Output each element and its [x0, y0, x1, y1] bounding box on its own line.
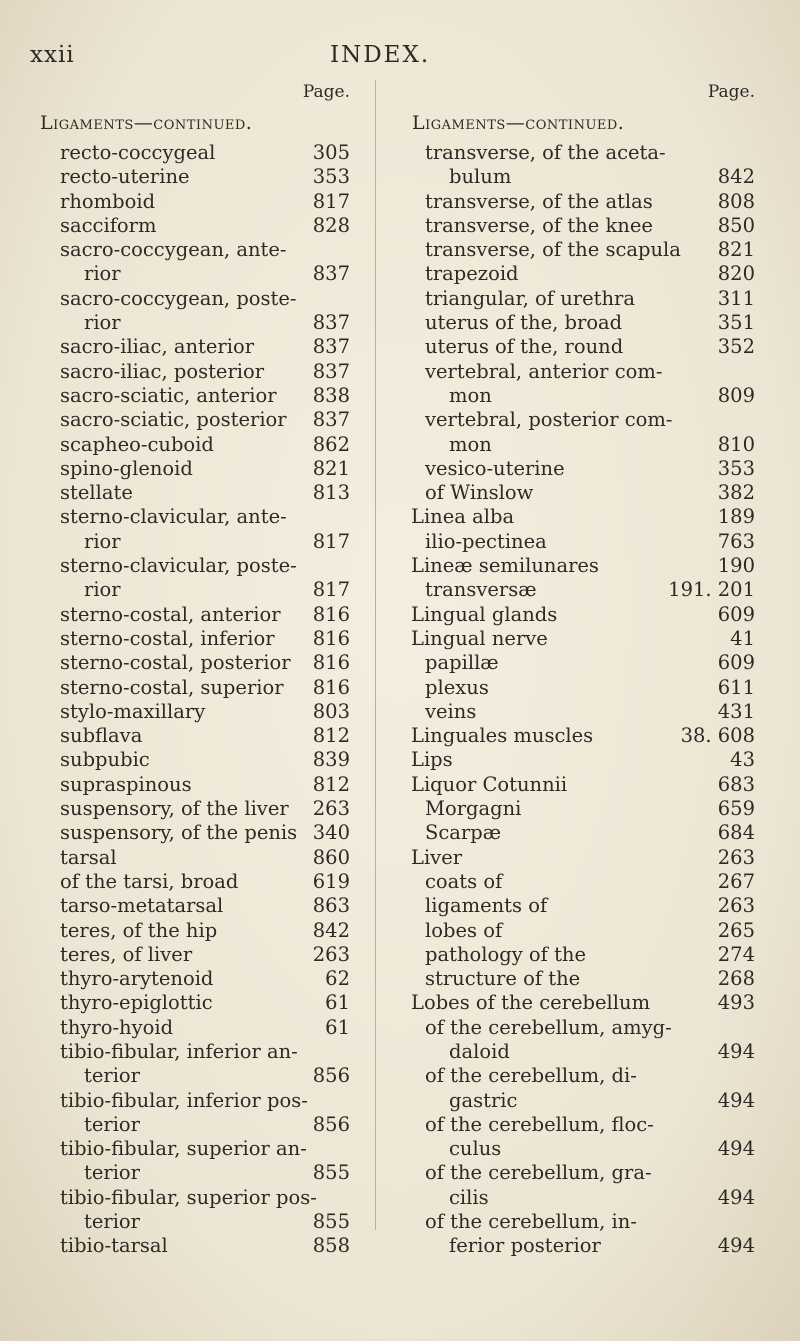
entry-term: Lingual glands [411, 602, 558, 626]
entry-term: ligaments of [425, 894, 548, 918]
entry-term: vertebral, posterior com- [425, 408, 673, 432]
entry-term: gastric [449, 1088, 518, 1112]
entry-page-number: 837 [312, 335, 350, 359]
index-entry [40, 1040, 390, 1064]
entry-page-number: 190 [717, 554, 755, 578]
entry-page-number: 856 [312, 1112, 350, 1136]
entry-term: tibio-fibular, inferior pos- [60, 1088, 308, 1112]
index-entry [405, 262, 755, 286]
index-entry [405, 335, 755, 359]
entry-term: rior [84, 311, 121, 335]
index-entry [405, 457, 755, 481]
entry-page-number: 494 [717, 1039, 755, 1063]
entry-page-number: 611 [717, 675, 755, 699]
entry-term: suspensory, of the liver [60, 797, 289, 821]
index-entry [405, 748, 755, 772]
entry-term: of the cerebellum, gra- [425, 1161, 652, 1185]
index-entry [405, 797, 755, 821]
entry-term: terior [84, 1112, 140, 1136]
entry-term: Linea alba [411, 505, 515, 529]
entry-term: spino-glenoid [60, 456, 193, 480]
index-entry [40, 335, 390, 359]
entry-page-number: 858 [312, 1234, 350, 1258]
entry-term: subpubic [60, 748, 150, 772]
index-entry [40, 408, 390, 432]
entry-page-number: 41 [730, 626, 755, 650]
entry-term: supraspinous [60, 772, 192, 796]
entry-page-number: 828 [312, 213, 350, 237]
index-entry [40, 1064, 390, 1088]
entry-term: terior [84, 1064, 140, 1088]
index-entry [40, 627, 390, 651]
entry-term: thyro-arytenoid [60, 967, 214, 991]
entry-term: terior [84, 1161, 140, 1185]
section-heading: Ligaments—continued. [40, 112, 253, 134]
entry-page-number: 494 [717, 1088, 755, 1112]
entry-page-number: 820 [717, 262, 755, 286]
entry-page-number: 837 [312, 359, 350, 383]
entry-page-number: 809 [717, 383, 755, 407]
entry-page-number: 431 [717, 699, 755, 723]
entry-term: Lips [411, 748, 453, 772]
entry-term: uterus of the, round [425, 335, 624, 359]
entry-page-number: 817 [312, 529, 350, 553]
entry-page-number: 263 [717, 894, 755, 918]
entry-term: sacro-sciatic, anterior [60, 383, 277, 407]
entry-term: daloid [449, 1039, 510, 1063]
page-column-label: Page. [707, 82, 755, 102]
entry-term: rior [84, 529, 121, 553]
index-entry [405, 943, 755, 967]
entry-term: lobes of [425, 918, 503, 942]
entry-term: tibio-tarsal [60, 1234, 168, 1258]
entry-term: of Winslow [425, 481, 534, 505]
entry-term: stylo-maxillary [60, 699, 206, 723]
index-entry [405, 651, 755, 675]
entry-term: Morgagni [425, 797, 522, 821]
entry-term: transverse, of the knee [425, 213, 653, 237]
entry-term: sacro-sciatic, posterior [60, 408, 287, 432]
entry-term: Lingual nerve [411, 626, 548, 650]
entry-term: mon [449, 383, 492, 407]
entry-page-number: 267 [717, 869, 755, 893]
index-entry [40, 457, 390, 481]
entry-term: uterus of the, broad [425, 311, 623, 335]
entry-page-number: 850 [717, 213, 755, 237]
index-entry [405, 1016, 755, 1040]
entry-page-number: 659 [717, 797, 755, 821]
index-entry [40, 578, 390, 602]
entry-term: tibio-fibular, superior pos- [60, 1185, 317, 1209]
index-entry [40, 797, 390, 821]
index-entry [40, 700, 390, 724]
entry-page-number: 821 [717, 238, 755, 262]
entry-term: of the cerebellum, amyg- [425, 1015, 672, 1039]
entry-page-number: 816 [312, 675, 350, 699]
index-entry [405, 821, 755, 845]
entry-term: sterno-costal, posterior [60, 651, 291, 675]
index-entry [405, 724, 755, 748]
entry-page-number: 837 [312, 262, 350, 286]
entry-term: rhomboid [60, 189, 156, 213]
entry-page-number: 837 [312, 408, 350, 432]
entry-page-number: 862 [312, 432, 350, 456]
entry-page-number: 821 [312, 456, 350, 480]
entry-page-number: 189 [717, 505, 755, 529]
entry-term: papillæ [425, 651, 499, 675]
entry-term: sterno-costal, superior [60, 675, 284, 699]
entry-page-number: 311 [717, 286, 755, 310]
index-entry [405, 408, 755, 432]
entry-term: sacro-iliac, anterior [60, 335, 255, 359]
entry-term: scapheo-cuboid [60, 432, 214, 456]
entry-page-number: 837 [312, 311, 350, 335]
entry-page-number: 816 [312, 651, 350, 675]
index-entry [40, 943, 390, 967]
index-entry [40, 919, 390, 943]
entry-page-number: 305 [312, 141, 350, 164]
entry-page-number: 494 [717, 1234, 755, 1258]
entry-term: sterno-clavicular, poste- [60, 554, 297, 578]
entry-term: of the cerebellum, di- [425, 1064, 637, 1088]
entry-page-number: 763 [717, 529, 755, 553]
index-entry [40, 433, 390, 457]
entry-term: sterno-costal, anterior [60, 602, 281, 626]
entry-term: thyro-hyoid [60, 1015, 174, 1039]
entry-term: sacro-iliac, posterior [60, 359, 265, 383]
index-entry [405, 578, 755, 602]
index-entry [40, 967, 390, 991]
entry-page-number: 808 [717, 189, 755, 213]
entry-page-number: 268 [717, 967, 755, 991]
index-entry [405, 991, 755, 1015]
entry-page-number: 842 [312, 918, 350, 942]
entry-term: plexus [425, 675, 489, 699]
entry-term: coats of [425, 869, 503, 893]
entry-term: cilis [449, 1185, 489, 1209]
index-entry [40, 505, 390, 529]
entry-page-number: 263 [717, 845, 755, 869]
entry-term: sacciform [60, 213, 157, 237]
entry-term: bulum [449, 165, 512, 189]
entry-page-number: 265 [717, 918, 755, 942]
index-entry [40, 311, 390, 335]
entry-page-number: 839 [312, 748, 350, 772]
entry-page-number: 838 [312, 383, 350, 407]
index-entry [40, 1137, 390, 1161]
index-entry [40, 384, 390, 408]
index-entry [405, 919, 755, 943]
entry-page-number: 816 [312, 626, 350, 650]
entry-page-number: 855 [312, 1210, 350, 1234]
index-entry [405, 238, 755, 262]
entry-term: sacro-coccygean, poste- [60, 286, 297, 310]
entry-page-number: 274 [717, 942, 755, 966]
index-entry [405, 311, 755, 335]
entry-term: vertebral, anterior com- [425, 359, 663, 383]
entry-term: sacro-coccygean, ante- [60, 238, 287, 262]
index-entry [40, 603, 390, 627]
index-entry [405, 530, 755, 554]
index-entry [405, 894, 755, 918]
entry-term: thyro-epiglottic [60, 991, 213, 1015]
entry-term: transversæ [425, 578, 537, 602]
index-entry [405, 141, 755, 165]
entry-term: pathology of the [425, 942, 587, 966]
index-entry [405, 1161, 755, 1185]
index-entry [40, 1186, 390, 1210]
index-entry [40, 1089, 390, 1113]
entry-term: rior [84, 262, 121, 286]
entry-term: tibio-fibular, superior an- [60, 1137, 307, 1161]
entry-term: vesico-uterine [425, 456, 565, 480]
entry-term: Lobes of the cerebellum [411, 991, 651, 1015]
entry-term: Lineæ semilunares [411, 554, 599, 578]
index-entry [40, 870, 390, 894]
index-entry [405, 1040, 755, 1064]
index-entry [405, 481, 755, 505]
entry-term: trapezoid [425, 262, 519, 286]
entry-term: tibio-fibular, inferior an- [60, 1039, 298, 1063]
index-entry [405, 700, 755, 724]
entry-page-number: 860 [312, 845, 350, 869]
page-column-label: Page. [302, 82, 350, 102]
index-entry [405, 846, 755, 870]
index-entry [40, 165, 390, 189]
entry-term: sterno-clavicular, ante- [60, 505, 287, 529]
index-entry [405, 1064, 755, 1088]
index-entry [405, 505, 755, 529]
entry-page-number: 810 [717, 432, 755, 456]
index-entry [40, 724, 390, 748]
index-entry [40, 287, 390, 311]
index-entry [40, 894, 390, 918]
index-entry [40, 1161, 390, 1185]
entry-term: culus [449, 1137, 502, 1161]
entry-page-number: 619 [312, 869, 350, 893]
index-entry [40, 821, 390, 845]
index-entry [405, 676, 755, 700]
entry-term: triangular, of urethra [425, 286, 635, 310]
entry-page-number: 816 [312, 602, 350, 626]
index-entry [405, 1137, 755, 1161]
index-entry [40, 1210, 390, 1234]
entry-term: tarso-metatarsal [60, 894, 224, 918]
page-title: INDEX. [330, 42, 431, 68]
entry-page-number: 812 [312, 772, 350, 796]
entry-page-number: 494 [717, 1137, 755, 1161]
index-entry [405, 870, 755, 894]
index-entry [40, 238, 390, 262]
entry-term: Liver [411, 845, 463, 869]
entry-page-number: 609 [717, 602, 755, 626]
index-entry [405, 773, 755, 797]
index-entry [40, 1113, 390, 1137]
index-entry [40, 846, 390, 870]
index-entry [405, 287, 755, 311]
index-entry [405, 1210, 755, 1234]
entry-page-number: 817 [312, 189, 350, 213]
entry-term: Linguales muscles [411, 724, 594, 748]
index-entry [405, 627, 755, 651]
entry-page-number: 493 [717, 991, 755, 1015]
entry-page-number: 191. 201 [668, 578, 755, 602]
index-entry [40, 141, 390, 165]
entry-term: subflava [60, 724, 143, 748]
index-entry [40, 748, 390, 772]
entry-page-number: 61 [325, 991, 350, 1015]
section-heading: Ligaments—continued. [412, 112, 625, 134]
entry-page-number: 353 [312, 165, 350, 189]
entry-term: teres, of the hip [60, 918, 218, 942]
index-entry [405, 384, 755, 408]
entry-term: veins [425, 699, 477, 723]
entry-page-number: 38. 608 [680, 724, 755, 748]
entry-page-number: 340 [312, 821, 350, 845]
entry-term: sterno-costal, inferior [60, 626, 275, 650]
index-entry [40, 554, 390, 578]
index-entries [405, 141, 755, 1259]
entry-page-number: 684 [717, 821, 755, 845]
index-entry [405, 214, 755, 238]
entry-page-number: 353 [717, 456, 755, 480]
entry-page-number: 352 [717, 335, 755, 359]
entry-page-number: 812 [312, 724, 350, 748]
entry-term: terior [84, 1210, 140, 1234]
entry-term: mon [449, 432, 492, 456]
entry-page-number: 62 [325, 967, 350, 991]
entry-term: tarsal [60, 845, 117, 869]
entry-page-number: 842 [717, 165, 755, 189]
entry-page-number: 263 [312, 942, 350, 966]
entry-term: Scarpæ [425, 821, 502, 845]
index-entry [40, 991, 390, 1015]
index-entry [405, 190, 755, 214]
index-entry [40, 1234, 390, 1258]
entry-page-number: 43 [730, 748, 755, 772]
index-entry [405, 1186, 755, 1210]
entry-term: Liquor Cotunnii [411, 772, 568, 796]
entry-page-number: 263 [312, 797, 350, 821]
entry-term: transverse, of the atlas [425, 189, 653, 213]
column-divider [375, 80, 376, 1230]
index-entry [405, 1113, 755, 1137]
entry-term: suspensory, of the penis [60, 821, 298, 845]
entry-term: of the cerebellum, floc- [425, 1112, 654, 1136]
entry-term: stellate [60, 481, 133, 505]
entry-page-number: 817 [312, 578, 350, 602]
index-entry [40, 773, 390, 797]
index-entry [405, 603, 755, 627]
index-entry [40, 214, 390, 238]
page-number: xxii [30, 42, 75, 68]
index-entry [405, 1234, 755, 1258]
entry-term: of the cerebellum, in- [425, 1210, 637, 1234]
entry-page-number: 813 [312, 481, 350, 505]
entry-page-number: 863 [312, 894, 350, 918]
index-entry [405, 433, 755, 457]
entry-term: recto-coccygeal [60, 141, 216, 164]
entry-page-number: 856 [312, 1064, 350, 1088]
entry-page-number: 803 [312, 699, 350, 723]
entry-page-number: 351 [717, 311, 755, 335]
index-entry [405, 554, 755, 578]
entry-term: recto-uterine [60, 165, 190, 189]
entry-term: rior [84, 578, 121, 602]
entry-term: transverse, of the aceta- [425, 141, 666, 164]
entry-page-number: 609 [717, 651, 755, 675]
index-entry [405, 360, 755, 384]
entry-page-number: 683 [717, 772, 755, 796]
index-entry [40, 360, 390, 384]
index-entry [40, 530, 390, 554]
index-entry [40, 651, 390, 675]
index-entry [40, 1016, 390, 1040]
index-entries [40, 141, 390, 1259]
entry-page-number: 855 [312, 1161, 350, 1185]
entry-term: teres, of liver [60, 942, 193, 966]
entry-term: of the tarsi, broad [60, 869, 239, 893]
index-entry [40, 481, 390, 505]
entry-page-number: 494 [717, 1185, 755, 1209]
index-entry [40, 262, 390, 286]
index-entry [405, 967, 755, 991]
entry-page-number: 382 [717, 481, 755, 505]
entry-term: ferior posterior [449, 1234, 601, 1258]
index-entry [405, 1089, 755, 1113]
entry-term: structure of the [425, 967, 581, 991]
entry-page-number: 61 [325, 1015, 350, 1039]
entry-term: transverse, of the scapula [425, 238, 681, 262]
index-entry [405, 165, 755, 189]
index-entry [40, 190, 390, 214]
index-entry [40, 676, 390, 700]
entry-term: ilio-pectinea [425, 529, 547, 553]
